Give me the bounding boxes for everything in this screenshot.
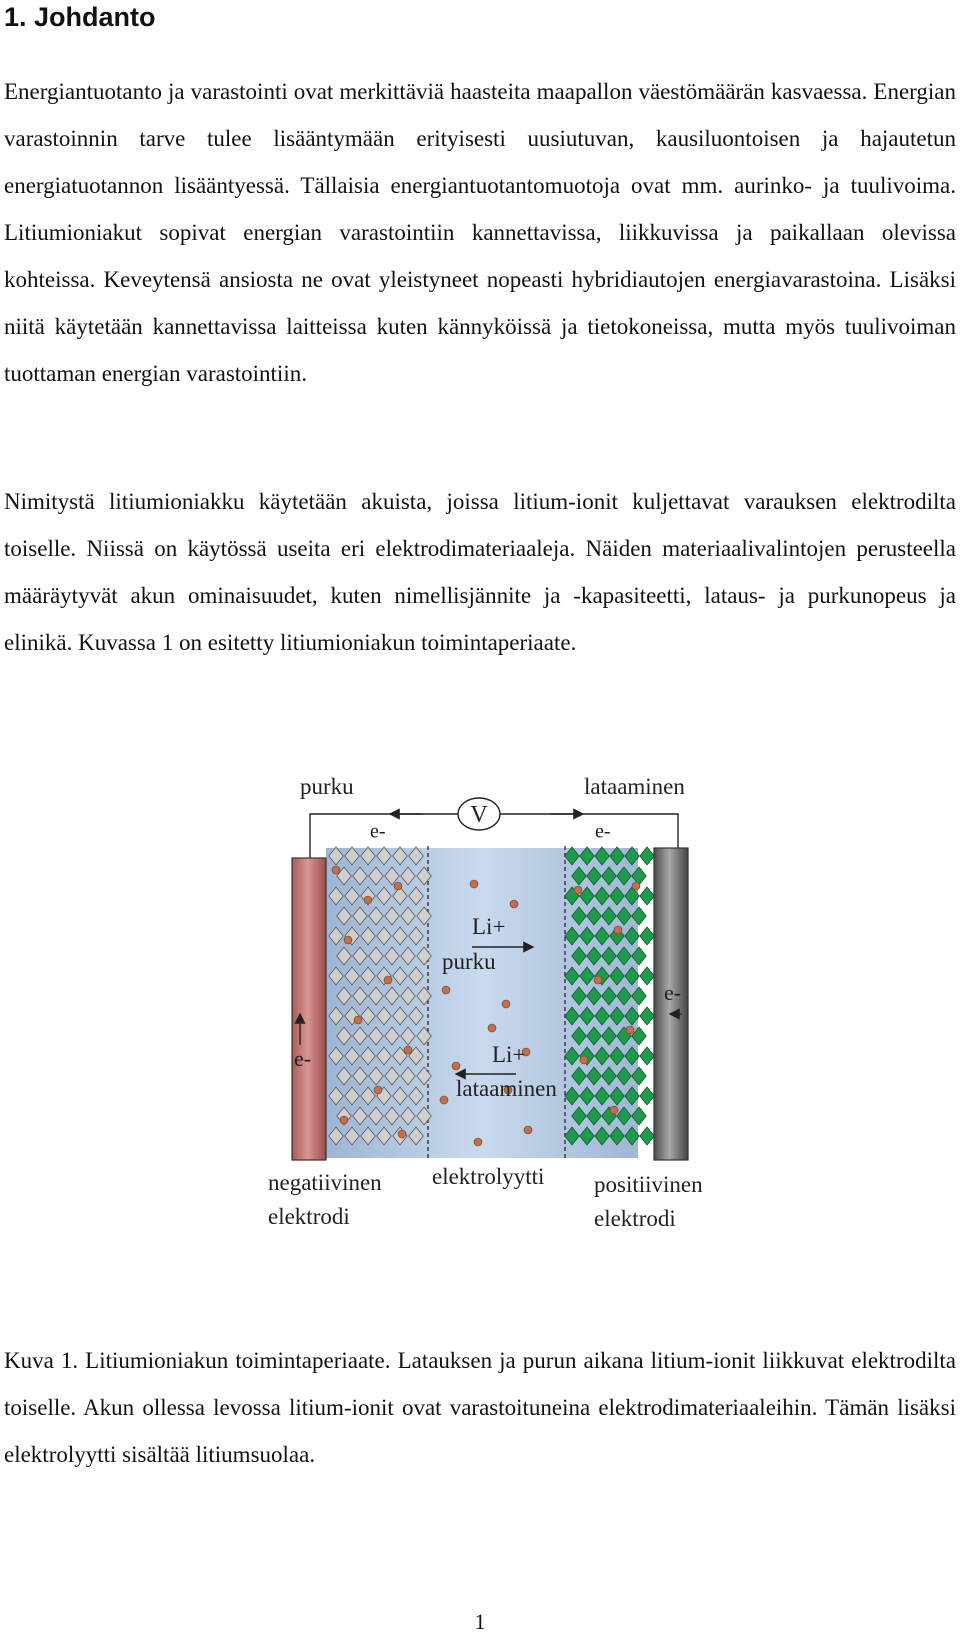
li-ion-particle: [452, 1062, 460, 1070]
li-ion-particle: [332, 866, 340, 874]
li-ion-particle: [488, 1024, 496, 1032]
li-ion-particle: [626, 1026, 634, 1034]
positive-electrode-label-2: elektrodi: [594, 1206, 676, 1231]
cathode-crystal: [640, 1087, 654, 1105]
paragraph-intro: Energiantuotanto ja varastointi ovat merkittäviä haasteita maapallon väestömäärän kasvaessa. Energian varastoinnin tarve tulee lisääntymään erityisesti uusiutuvan, kausiluontoisen ja hajautetun energiatuotannon lisääntyessä. Tällaisia energiantuotantomuotoja ovat mm. aurinko- ja tuulivoima. Litiumioniakut sopivat energian varastointiin kannettavissa, liikkuvissa ja paikallaan olevissa kohteissa. Keveytensä ansiosta ne ovat yleistyneet nopeasti hybridiautojen energiavarastoina. Lisäksi niitä käytetään kannettavissa laitteissa kuten kännyköissä ja tietokoneissa, mutta myös tuulivoiman tuottaman energian varastointiin.: [4, 79, 956, 386]
electrolyte-label: elektrolyytti: [432, 1164, 545, 1189]
li-ion-particle: [614, 926, 622, 934]
li-ion-particle: [580, 1056, 588, 1064]
electron-label-right: e-: [595, 820, 611, 843]
li-ion-particle: [510, 900, 518, 908]
li-ion-particle: [398, 1130, 406, 1138]
li-ion-particle: [474, 1138, 482, 1146]
electron-label-pos-electrode: e-: [664, 980, 682, 1005]
li-ion-particle: [340, 1116, 348, 1124]
li-ion-particle: [404, 1046, 412, 1054]
li-ion-particle: [384, 976, 392, 984]
li-ion-particle: [524, 1126, 532, 1134]
li-ion-particle: [374, 1086, 382, 1094]
negative-electrode: [292, 858, 326, 1160]
label-charge-top: lataaminen: [584, 774, 685, 799]
li-ion-particle: [610, 1106, 618, 1114]
voltmeter-label: V: [470, 802, 488, 828]
negative-electrode-label-2: elektrodi: [268, 1204, 350, 1229]
section-heading: 1. Johdanto: [4, 2, 156, 32]
li-ion-particle: [354, 1016, 362, 1024]
cathode-crystal: [640, 847, 654, 865]
paragraph-li-ion: Nimitystä litiumioniakku käytetään akuista, joissa litium-ionit kuljettavat varauksen elektrodilta toiselle. Niissä on käytössä useita eri elektrodimateriaaleja. Näiden materiaalivalintojen perusteella määräytyvät akun ominaisuudet, kuten nimellisjännite ja -kapasiteetti, lataus- ja purkunopeus ja elinikä. Kuvassa 1 on esitetty litiumioniakun toimintaperiaate.: [4, 489, 956, 655]
cathode-crystal: [640, 967, 654, 985]
electron-label-left: e-: [370, 820, 386, 843]
li-ion-particle: [574, 886, 582, 894]
li-ion-label-charge: Li+: [492, 1042, 526, 1067]
battery-figure: [268, 774, 764, 1290]
li-ion-particle: [632, 882, 640, 890]
li-discharge-label: purku: [442, 949, 496, 974]
cathode-crystal: [640, 1127, 654, 1145]
label-discharge-top-text: purku: [300, 774, 354, 799]
li-ion-particle: [394, 882, 402, 890]
li-ion-particle: [440, 1096, 448, 1104]
li-ion-label-discharge: Li+: [472, 914, 506, 939]
cathode-crystal: [640, 1007, 654, 1025]
cathode-crystal: [640, 927, 654, 945]
li-ion-particle: [442, 986, 450, 994]
circuit-wire-right: [500, 814, 678, 848]
page-number: 1: [474, 1609, 486, 1634]
li-ion-particle: [594, 976, 602, 984]
li-ion-particle: [470, 880, 478, 888]
battery-diagram: [268, 774, 764, 1290]
li-ion-particle: [364, 896, 372, 904]
cathode-crystal: [640, 1047, 654, 1065]
li-ion-particle: [344, 936, 352, 944]
electron-label-neg-electrode: e-: [294, 1046, 312, 1071]
negative-electrode-label-1: negatiivinen: [268, 1170, 382, 1195]
li-charge-label: lataaminen: [456, 1076, 557, 1101]
figure-caption: Kuva 1. Litiumioniakun toimintaperiaate. Latauksen ja purun aikana litium-ionit liikkuvat elektrodilta toiselle. Akun ollessa levossa litium-ionit ovat varastoituneina elektrodimateriaaleihin. Tämän lisäksi elektrolyytti sisältää litiumsuolaa.: [4, 1348, 956, 1467]
li-ion-particle: [502, 1000, 510, 1008]
positive-electrode-label-1: positiivinen: [594, 1172, 703, 1197]
cathode-crystal: [640, 887, 654, 905]
